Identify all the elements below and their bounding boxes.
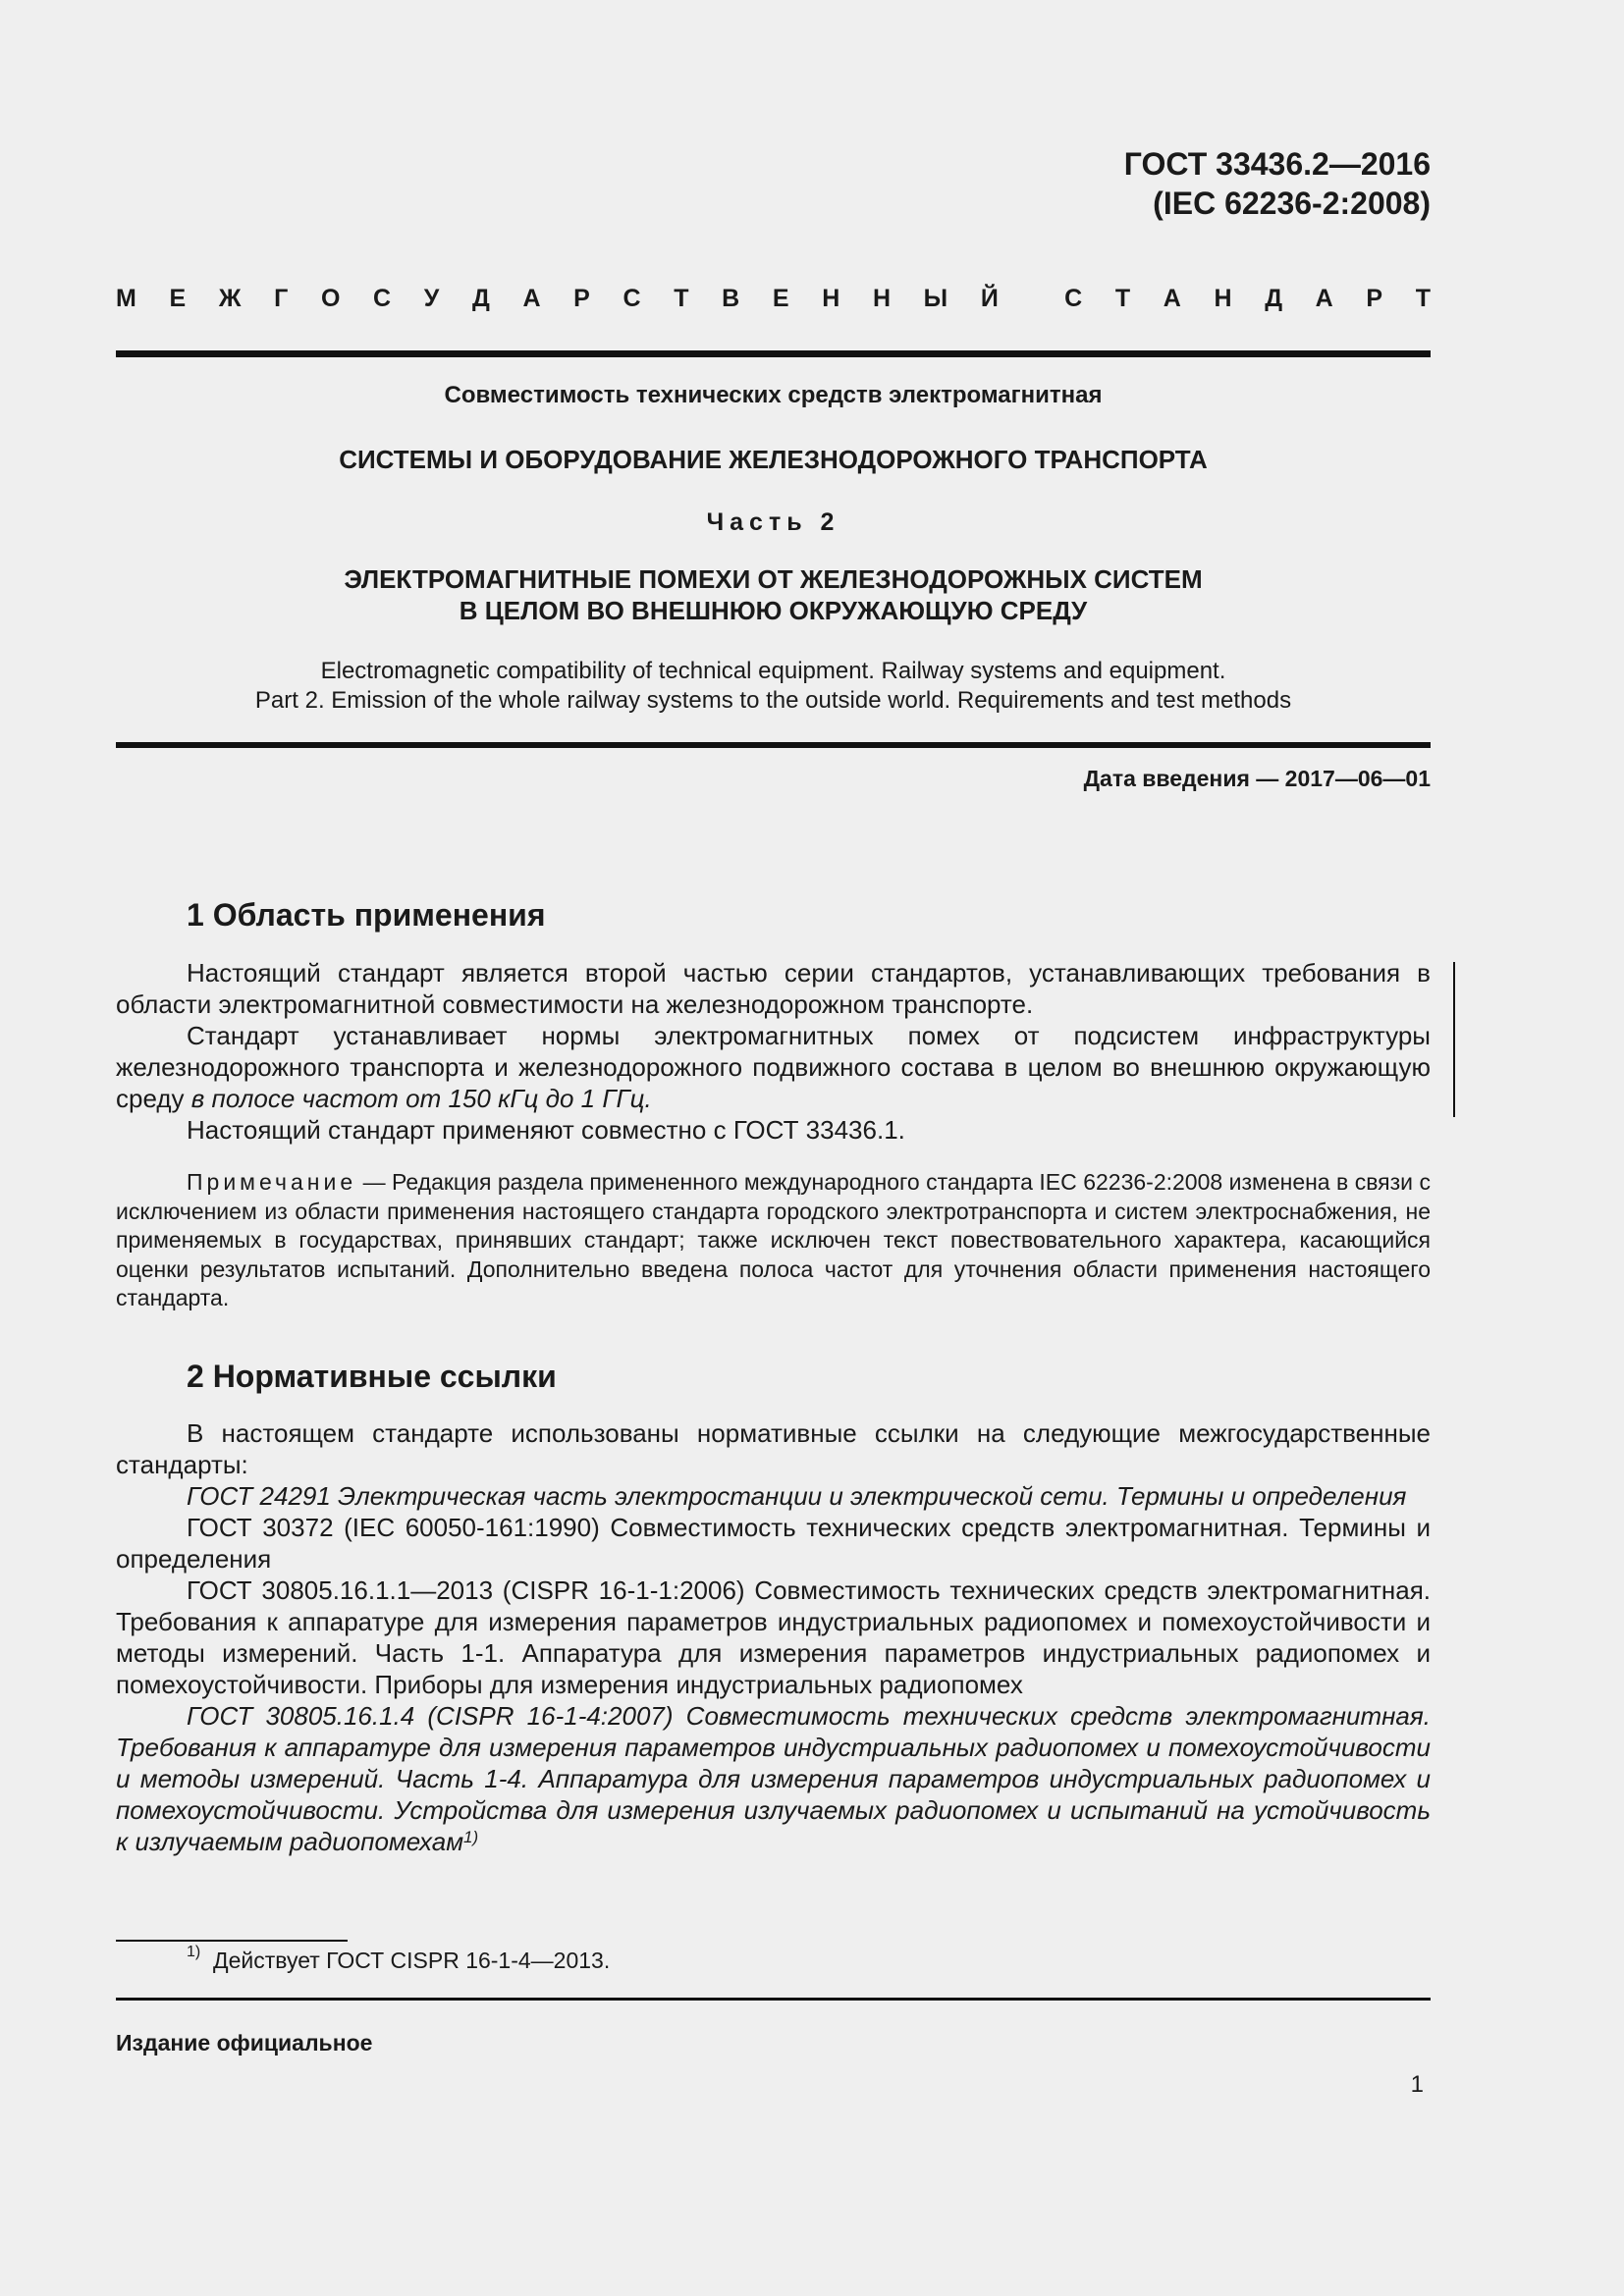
banner-letter: С [373, 285, 392, 312]
reference-gost-30805-16-1-1: ГОСТ 30805.16.1.1—2013 (CISPR 16-1-1:2006) Совместимость технических средств электромагнитная. Требования к аппаратуре для измерения параметров индустриальных радиопомех и помехоустойчивости и методы измерений. Часть 1-1. Аппаратура для измерения параметров индустриальных радиопомех и помехоустойчивости. Приборы для измерения индустриальных радиопомех [116, 1575, 1431, 1699]
section-1-paragraph-1: Настоящий стандарт является второй частью серии стандартов, устанавливающих требования в области электромагнитной совместимости на железнодорожном транспорте. [116, 958, 1431, 1019]
part-label: Часть 2 [706, 508, 840, 536]
english-title-line-1: Electromagnetic compatibility of technical equipment. Railway systems and equipment. [320, 658, 1226, 684]
banner-letter: В [722, 285, 740, 312]
note-text: — Редакция раздела примененного международного стандарта IEC 62236-2:2008 изменена в связи с исключением из области применения настоящего стандарта городского электротранспорта и систем электроснабжения, не применяемых в государствах, принявших стандарт; также исключен текст повествовательного характера, касающийся оценки результатов испытаний. Дополнительно введена полоса частот для уточнения области применения настоящего стандарта. [116, 1169, 1431, 1310]
banner-letter: Г [274, 285, 289, 312]
frequency-range: в полосе частот от 150 кГц до 1 ГГц. [190, 1084, 652, 1113]
banner-letter: Д [1265, 285, 1282, 312]
banner-letter: Е [169, 285, 187, 312]
banner-letter: Т [674, 285, 689, 312]
banner-letter: Т [1114, 285, 1131, 312]
interstate-standard-banner [116, 285, 1431, 313]
section-1-paragraph-2-text: Стандарт устанавливает нормы электромагнитных помех от подсистем инфраструктуры железнодорожного транспорта и железнодорожного подвижного состава в целом во внешнюю окружающую среду [116, 1021, 1431, 1113]
footnote-reference[interactable]: 1) [463, 1828, 479, 1846]
banner-letter: А [1315, 285, 1333, 312]
banner-letter: О [320, 285, 341, 312]
banner-letter: А [1163, 285, 1181, 312]
section-1-heading: 1 Область применения [187, 897, 546, 933]
section-2-paragraph-1: В настоящем стандарте использованы нормативные ссылки на следующие межгосударственные стандарты: [116, 1418, 1431, 1479]
note-label: Примечание [187, 1169, 357, 1195]
bottom-divider [116, 1998, 1431, 2001]
official-edition: Издание официальное [116, 2030, 373, 2056]
banner-letter: Д [471, 285, 490, 312]
banner-letter: Н [872, 285, 892, 312]
gost-number: ГОСТ 33436.2—2016 [1123, 146, 1431, 182]
title-part [116, 563, 1431, 626]
iec-number: (IEC 62236-2:2008) [1153, 186, 1431, 221]
banner-letter: М [116, 285, 136, 312]
banner-letter: Ж [218, 285, 242, 312]
title-line-2: СИСТЕМЫ И ОБОРУДОВАНИЕ ЖЕЛЕЗНОДОРОЖНОГО ТРАНСПОРТА [339, 445, 1208, 474]
footnote-mark: 1) [187, 1944, 201, 1960]
banner-letter: Р [1366, 285, 1383, 312]
banner-letter: Ы [923, 285, 948, 312]
section-2-heading: 2 Нормативные ссылки [187, 1359, 557, 1394]
english-title [116, 657, 1431, 716]
top-divider [116, 350, 1431, 357]
title-line-4: В ЦЕЛОМ ВО ВНЕШНЮЮ ОКРУЖАЮЩУЮ СРЕДУ [459, 596, 1088, 625]
banner-letter: С [1064, 285, 1083, 312]
section-1-body [116, 957, 1431, 1146]
title-line-3: ЭЛЕКТРОМАГНИТНЫЕ ПОМЕХИ ОТ ЖЕЛЕЗНОДОРОЖНЫХ СИСТЕМ [344, 564, 1203, 594]
title-line-1: Совместимость технических средств электромагнитная [444, 382, 1103, 408]
banner-letter: С [623, 285, 641, 312]
banner-letter: Н [822, 285, 840, 312]
banner-letter: А [522, 285, 541, 312]
reference-gost-24291: ГОСТ 24291 Электрическая часть электростанции и электрической сети. Термины и определения [187, 1481, 1407, 1511]
footnote-divider [116, 1940, 348, 1942]
banner-letter: Н [1214, 285, 1232, 312]
reference-gost-30805-16-1-4-text: ГОСТ 30805.16.1.4 (CISPR 16-1-4:2007) Совместимость технических средств электромагнитная. Требования к аппаратуре для измерения параметров индустриальных радиопомех и помехоустойчивости и методы измерений. Часть 1-4. Аппаратура для измерения параметров индустриальных радиопомех и помехоустойчивости. Устройства для измерения излучаемых радиопомех и испытаний на устойчивость к излучаемым радиопомехам [116, 1701, 1431, 1856]
banner-letter: Е [772, 285, 789, 312]
banner-letter: У [423, 285, 440, 312]
banner-letter: Р [573, 285, 590, 312]
footnote-text: Действует ГОСТ CISPR 16-1-4—2013. [213, 1948, 611, 1973]
banner-letter: Й [980, 285, 999, 312]
standard-designation [1124, 144, 1431, 223]
section-1-paragraph-3: Настоящий стандарт применяют совместно с ГОСТ 33436.1. [187, 1115, 905, 1145]
reference-gost-30372: ГОСТ 30372 (IEC 60050-161:1990) Совместимость технических средств электромагнитная. Термины и определения [116, 1513, 1431, 1574]
section-1-paragraph-2 [116, 1020, 1431, 1114]
change-bar [1453, 962, 1455, 1117]
banner-letter: Т [1415, 285, 1431, 312]
section-2-body [116, 1417, 1431, 1857]
title-divider [116, 742, 1431, 748]
footnote [187, 1944, 611, 1974]
note-paragraph [116, 1168, 1431, 1313]
introduction-date: Дата введения — 2017—06—01 [1083, 766, 1431, 791]
note-block [116, 1168, 1431, 1313]
reference-gost-30805-16-1-4 [116, 1700, 1431, 1857]
english-title-line-2: Part 2. Emission of the whole railway systems to the outside world. Requirements and test methods [254, 687, 1292, 714]
page-number: 1 [1410, 2071, 1424, 2098]
